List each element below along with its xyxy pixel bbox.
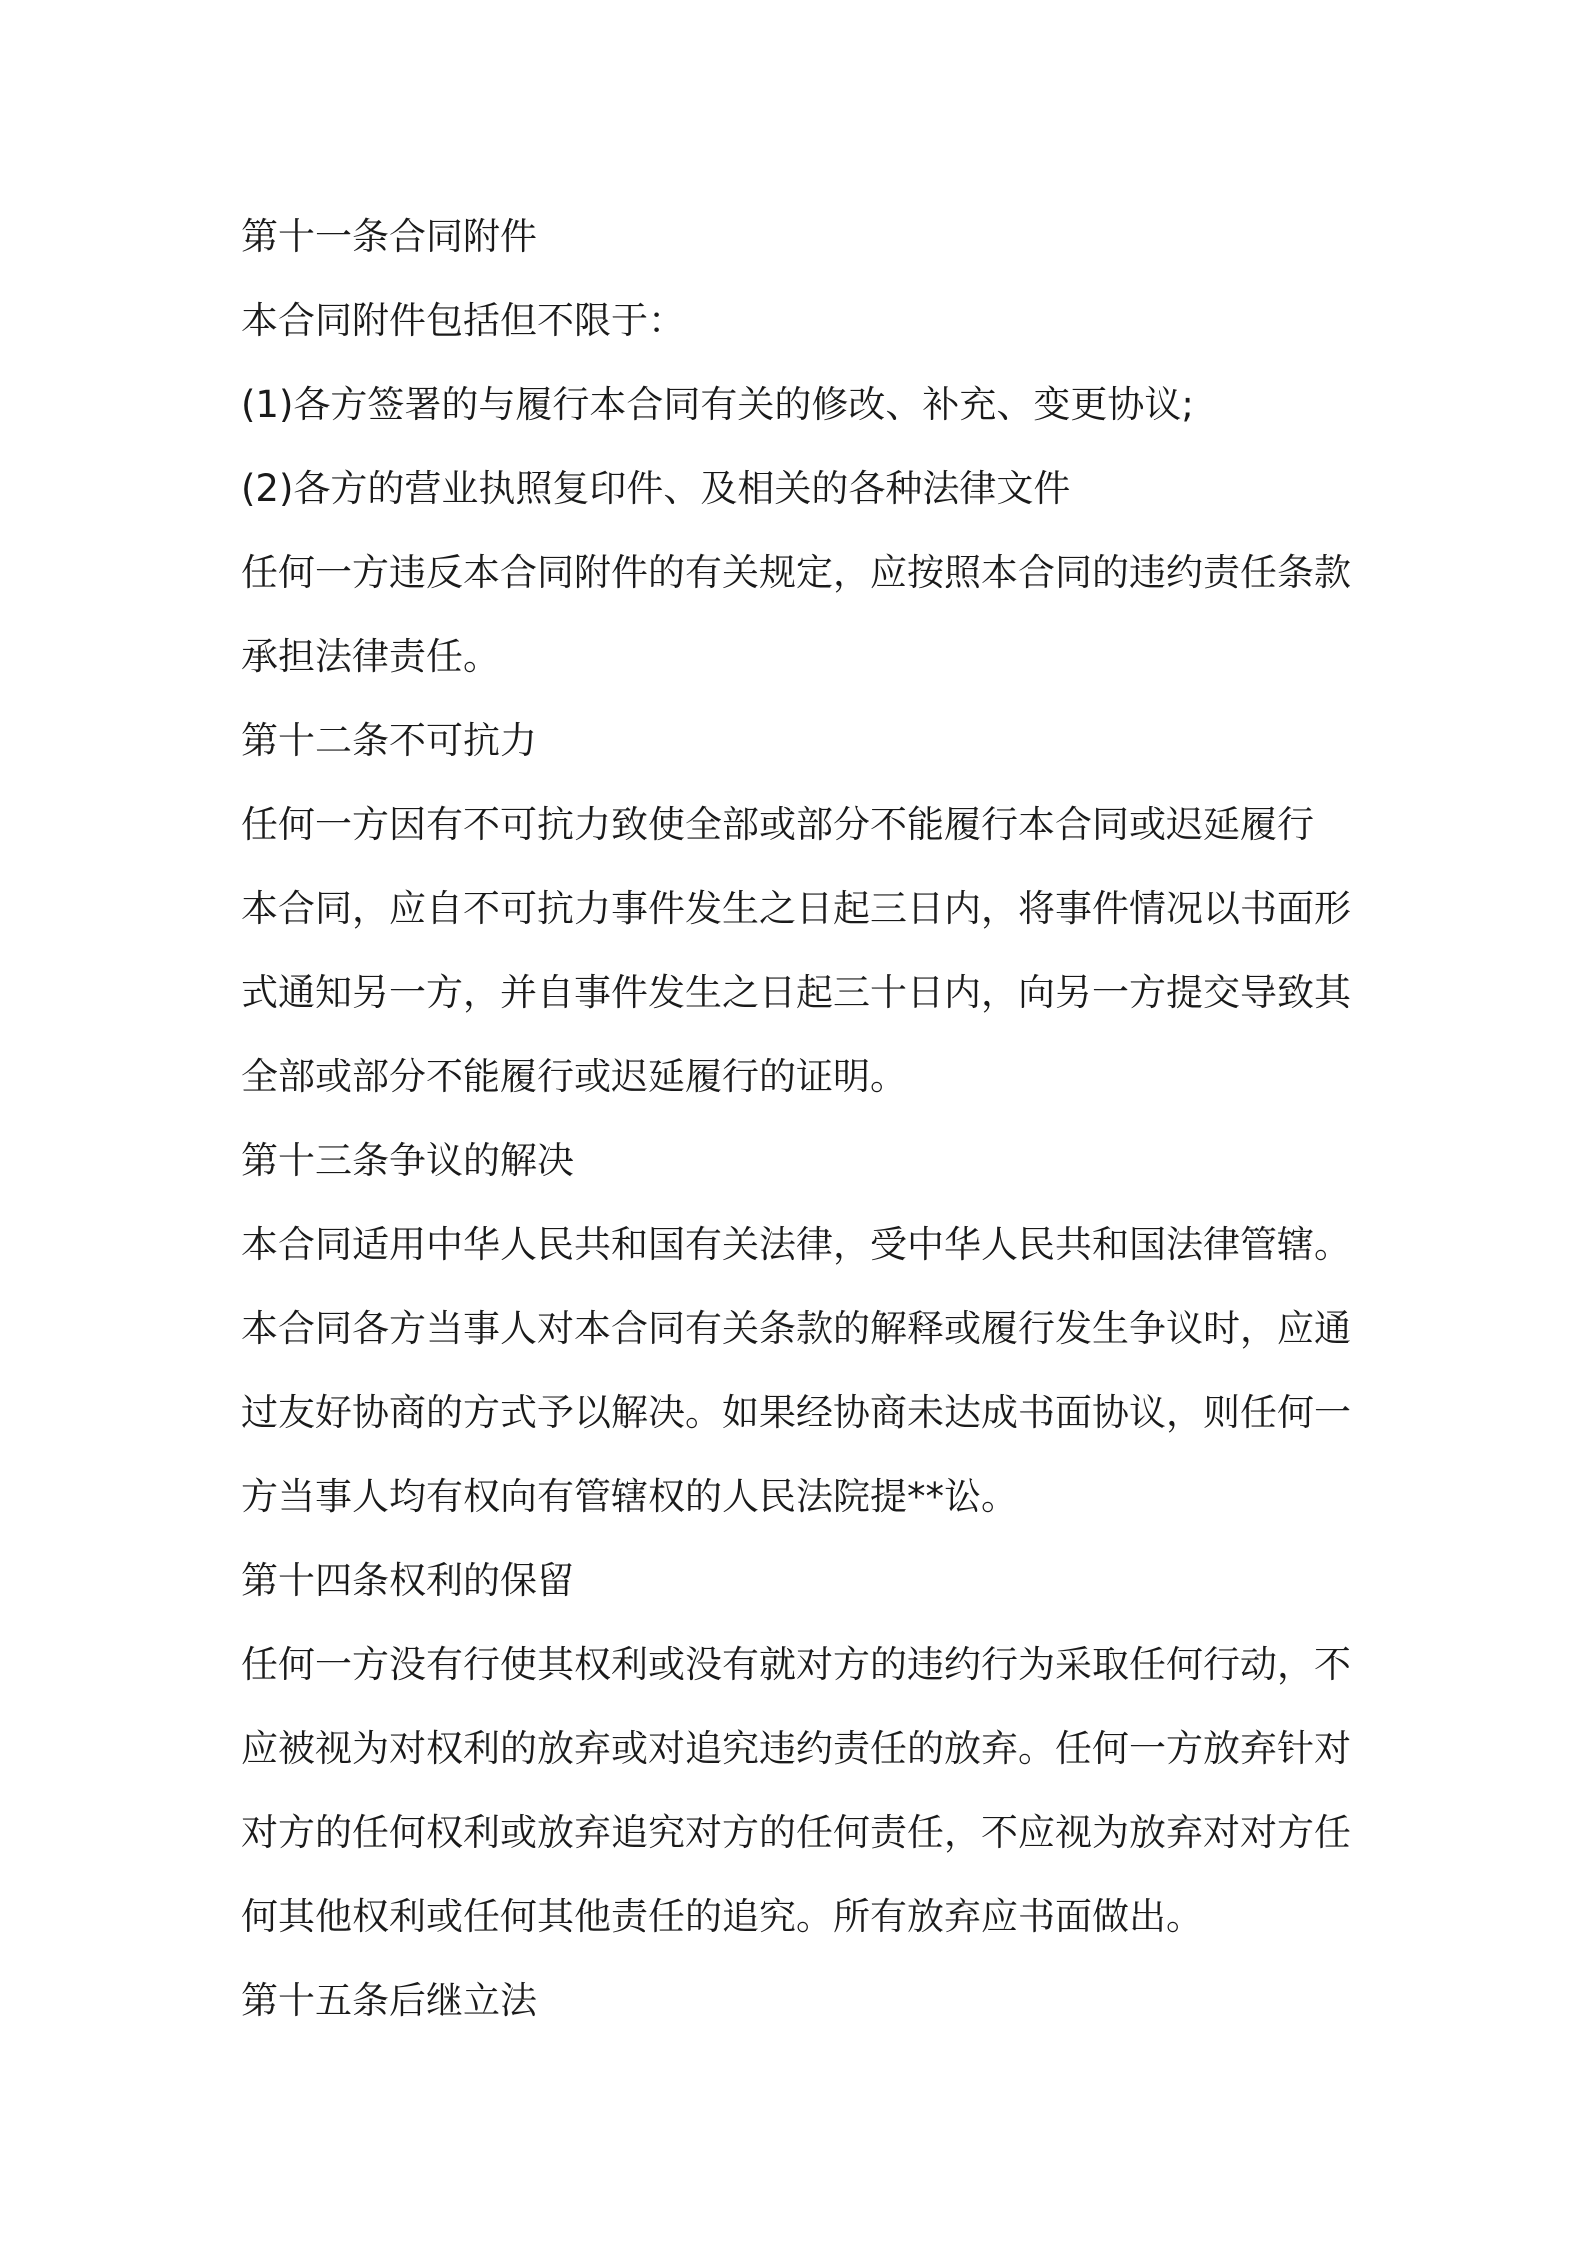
paragraph-line: 本合同附件包括但不限于： <box>241 299 685 342</box>
heading-article-13: 第十三条争议的解决 <box>241 1139 574 1182</box>
list-item-1: (1)各方签署的与履行本合同有关的修改、补充、变更协议; <box>241 383 1194 426</box>
paragraph-line: 何其他权利或任何其他责任的追究。所有放弃应书面做出。 <box>241 1895 1203 1938</box>
paragraph-line: 任何一方违反本合同附件的有关规定，应按照本合同的违约责任条款 <box>241 551 1351 594</box>
paragraph-line: 应被视为对权利的放弃或对追究违约责任的放弃。任何一方放弃针对 <box>241 1727 1351 1770</box>
list-item-2: (2)各方的营业执照复印件、及相关的各种法律文件 <box>241 467 1071 510</box>
paragraph-line: 承担法律责任。 <box>241 635 500 678</box>
paragraph-line: 本合同各方当事人对本合同有关条款的解释或履行发生争议时，应通 <box>241 1307 1351 1350</box>
heading-article-11: 第十一条合同附件 <box>241 215 537 258</box>
paragraph-line: 方当事人均有权向有管辖权的人民法院提**讼。 <box>241 1475 1018 1518</box>
paragraph-line: 任何一方因有不可抗力致使全部或部分不能履行本合同或迟延履行 <box>241 803 1314 846</box>
paragraph-line: 本合同适用中华人民共和国有关法律，受中华人民共和国法律管辖。 <box>241 1223 1351 1266</box>
heading-article-12: 第十二条不可抗力 <box>241 719 537 762</box>
paragraph-line: 对方的任何权利或放弃追究对方的任何责任，不应视为放弃对对方任 <box>241 1811 1351 1854</box>
paragraph-line: 任何一方没有行使其权利或没有就对方的违约行为采取任何行动，不 <box>241 1643 1351 1686</box>
paragraph-line: 本合同，应自不可抗力事件发生之日起三日内，将事件情况以书面形 <box>241 887 1351 930</box>
heading-article-15: 第十五条后继立法 <box>241 1979 537 2022</box>
heading-article-14: 第十四条权利的保留 <box>241 1559 574 1602</box>
document-body <box>241 195 1361 2043</box>
paragraph-line: 式通知另一方，并自事件发生之日起三十日内，向另一方提交导致其 <box>241 971 1351 1014</box>
paragraph-line: 全部或部分不能履行或迟延履行的证明。 <box>241 1055 907 1098</box>
paragraph-line: 过友好协商的方式予以解决。如果经协商未达成书面协议，则任何一 <box>241 1391 1351 1434</box>
